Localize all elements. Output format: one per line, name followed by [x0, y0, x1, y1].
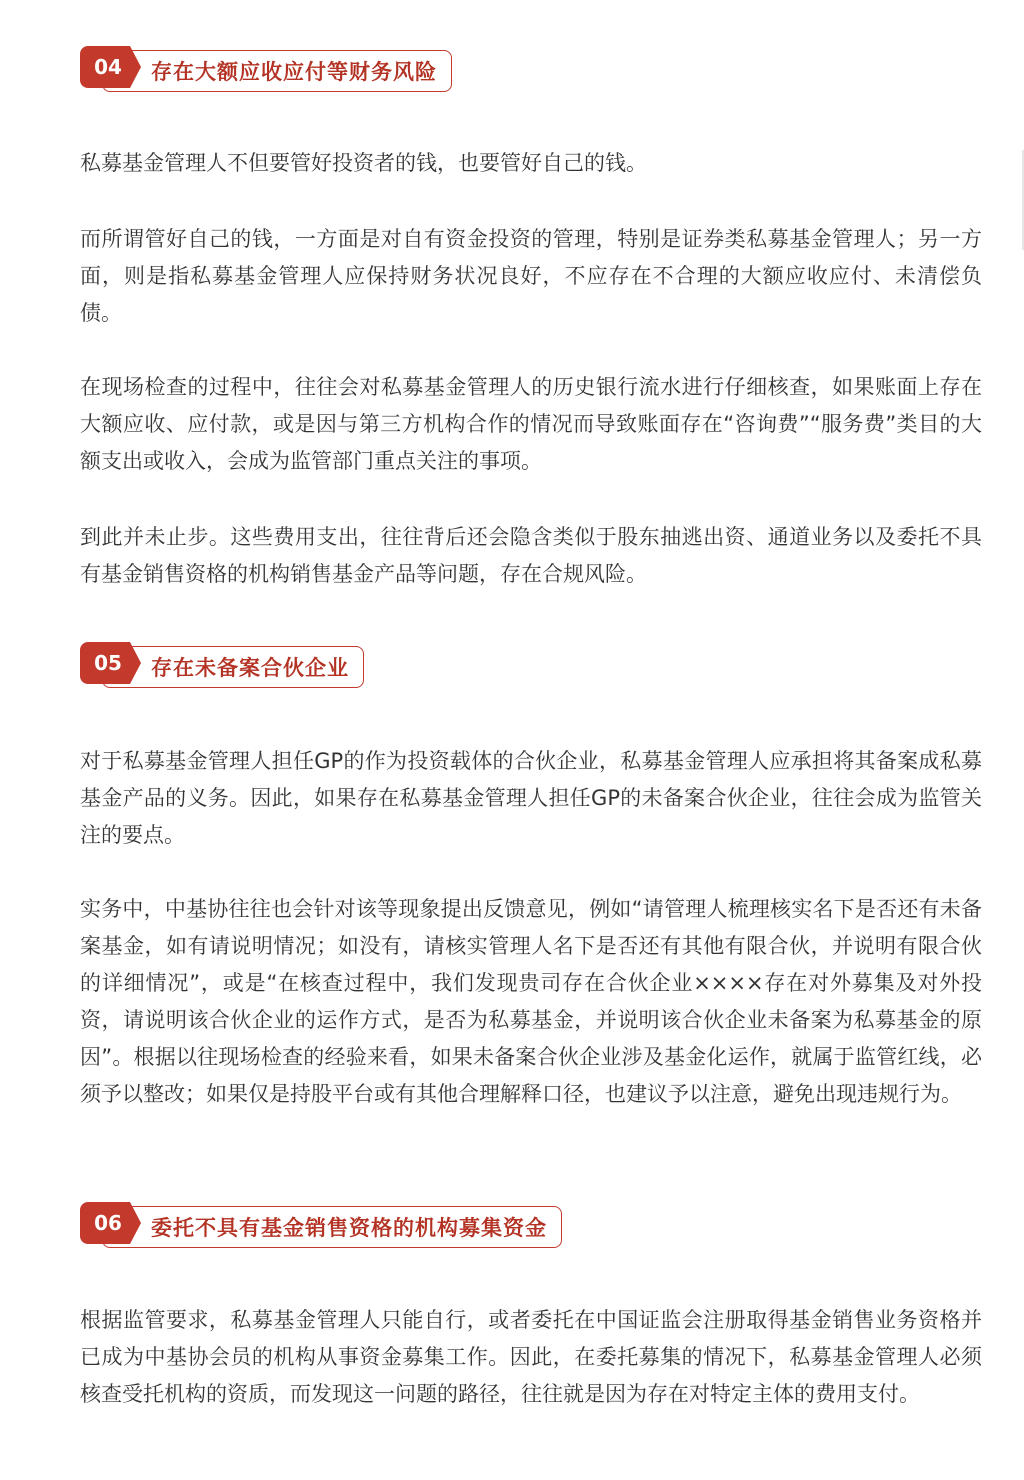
section-number-tag — [80, 46, 130, 88]
section-title: 存在大额应收应付等财务风险 — [151, 60, 437, 84]
section-number-tag — [80, 642, 130, 684]
paragraph: 私募基金管理人不但要管好投资者的钱，也要管好自己的钱。 — [80, 151, 647, 175]
section-heading — [80, 46, 982, 96]
section-title: 委托不具有基金销售资格的机构募集资金 — [151, 1216, 547, 1240]
paragraph: 而所谓管好自己的钱，一方面是对自有资金投资的管理，特别是证券类私募基金管理人；另一方面，则是指私募基金管理人应保持财务状况良好，不应存在不合理的大额应收应付、未清偿负债。 — [80, 227, 982, 325]
paragraph: 根据监管要求，私募基金管理人只能自行，或者委托在中国证监会注册取得基金销售业务资格并已成为中基协会员的机构从事资金募集工作。因此，在委托募集的情况下，私募基金管理人必须核查受托机构的资质，而发现这一问题的路径，往往就是因为存在对特定主体的费用支付。 — [80, 1308, 982, 1406]
paragraph: 在现场检查的过程中，往往会对私募基金管理人的历史银行流水进行仔细核查，如果账面上存在大额应收、应付款，或是因与第三方机构合作的情况而导致账面存在“咨询费”“服务费”类目的大额支出或收入，会成为监管部门重点关注的事项。 — [80, 375, 982, 473]
section-heading — [80, 1202, 982, 1252]
paragraph-block — [80, 743, 982, 854]
paragraph-block — [80, 519, 982, 593]
paragraph: 实务中，中基协往往也会针对该等现象提出反馈意见，例如“请管理人梳理核实名下是否还有未备案基金，如有请说明情况；如没有，请核实管理人名下是否还有其他有限合伙，并说明有限合伙的详细情况”，或是“在核查过程中，我们发现贵司存在合伙企业××××存在对外募集及对外投资，请说明该合伙企业的运作方式，是否为私募基金，并说明该合伙企业未备案为私募基金的原因”。根据以往现场检查的经验来看，如果未备案合伙企业涉及基金化运作，就属于监管红线，必须予以整改；如果仅是持股平台或有其他合理解释口径，也建议予以注意，避免出现违规行为。 — [80, 897, 982, 1106]
paragraph: 到此并未止步。这些费用支出，往往背后还会隐含类似于股东抽逃出资、通道业务以及委托不具有基金销售资格的机构销售基金产品等问题，存在合规风险。 — [80, 525, 982, 586]
paragraph-block — [80, 145, 982, 182]
section-title-box — [102, 50, 452, 92]
section-04 — [80, 46, 982, 96]
section-number: 04 — [94, 55, 122, 79]
section-number-tag — [80, 1202, 130, 1244]
section-title-box — [102, 1206, 562, 1248]
paragraph-block — [80, 221, 982, 332]
section-number: 06 — [94, 1211, 122, 1235]
paragraph-block — [80, 1302, 982, 1413]
section-heading — [80, 642, 982, 692]
paragraph-block — [80, 369, 982, 480]
paragraph: 对于私募基金管理人担任GP的作为投资载体的合伙企业，私募基金管理人应承担将其备案成私募基金产品的义务。因此，如果存在私募基金管理人担任GP的未备案合伙企业，往往会成为监管关注的要点。 — [80, 749, 982, 847]
paragraph-block — [80, 891, 982, 1113]
section-title-box — [102, 646, 364, 688]
section-number: 05 — [94, 651, 122, 675]
section-05 — [80, 642, 982, 692]
section-06 — [80, 1202, 982, 1252]
section-title: 存在未备案合伙企业 — [151, 656, 349, 680]
